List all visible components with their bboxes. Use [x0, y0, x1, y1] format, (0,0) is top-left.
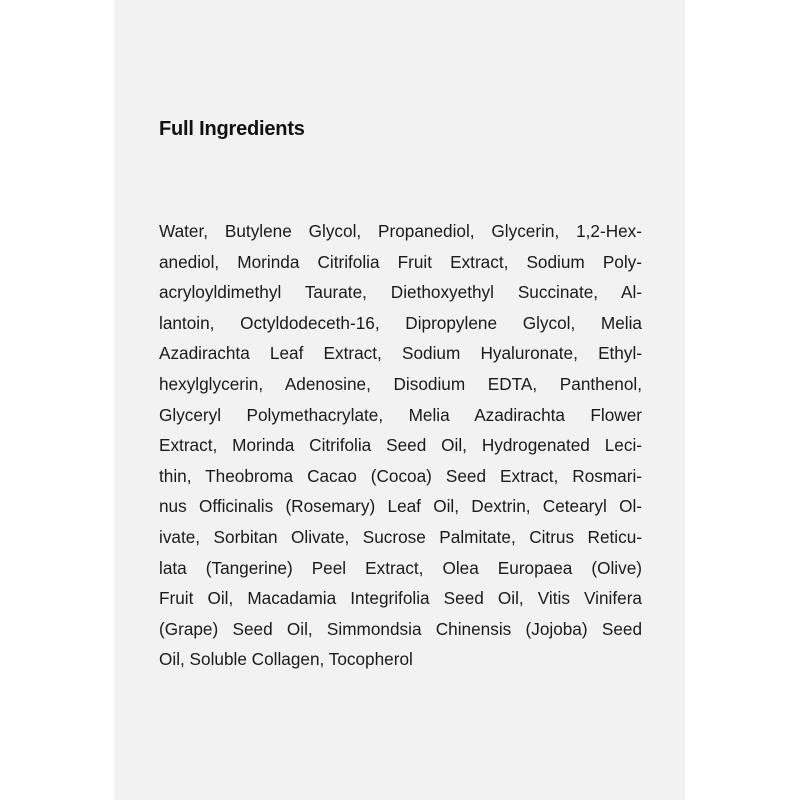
ingredients-line: (Grape) Seed Oil, Simmondsia Chinensis (Jojoba) Seed — [159, 618, 642, 639]
ingredients-line: Water, Butylene Glycol, Propanediol, Glycerin, 1,2-Hex- — [159, 221, 642, 241]
ingredients-line: anediol, Morinda Citrifolia Fruit Extract, Sodium Poly- — [159, 251, 642, 272]
ingredients-line: thin, Theobroma Cacao (Cocoa) Seed Extract, Rosmari- — [159, 465, 642, 486]
ingredients-line: lantoin, Octyldodeceth-16, Dipropylene Glycol, Melia — [159, 312, 642, 333]
section-title: Full Ingredients — [159, 118, 305, 140]
ingredients-list — [159, 216, 642, 675]
ingredients-line: acryloyldimethyl Taurate, Diethoxyethyl Succinate, Al- — [159, 282, 642, 303]
ingredients-line: Extract, Morinda Citrifolia Seed Oil, Hydrogenated Leci- — [159, 435, 642, 456]
ingredients-line: nus Officinalis (Rosemary) Leaf Oil, Dextrin, Cetearyl Ol- — [159, 496, 642, 517]
ingredients-line: Azadirachta Leaf Extract, Sodium Hyaluronate, Ethyl- — [159, 343, 642, 364]
ingredients-line: Fruit Oil, Macadamia Integrifolia Seed Oil, Vitis Vinifera — [159, 588, 642, 609]
ingredients-line: ivate, Sorbitan Olivate, Sucrose Palmitate, Citrus Reticu- — [159, 526, 642, 547]
ingredients-line: lata (Tangerine) Peel Extract, Olea Europaea (Olive) — [159, 557, 642, 578]
ingredients-line: hexylglycerin, Adenosine, Disodium EDTA, Panthenol, — [159, 373, 642, 394]
ingredients-line: Glyceryl Polymethacrylate, Melia Azadirachta Flower — [159, 404, 642, 425]
ingredients-panel — [114, 0, 685, 800]
ingredients-line: Oil, Soluble Collagen, Tocopherol — [159, 649, 413, 670]
